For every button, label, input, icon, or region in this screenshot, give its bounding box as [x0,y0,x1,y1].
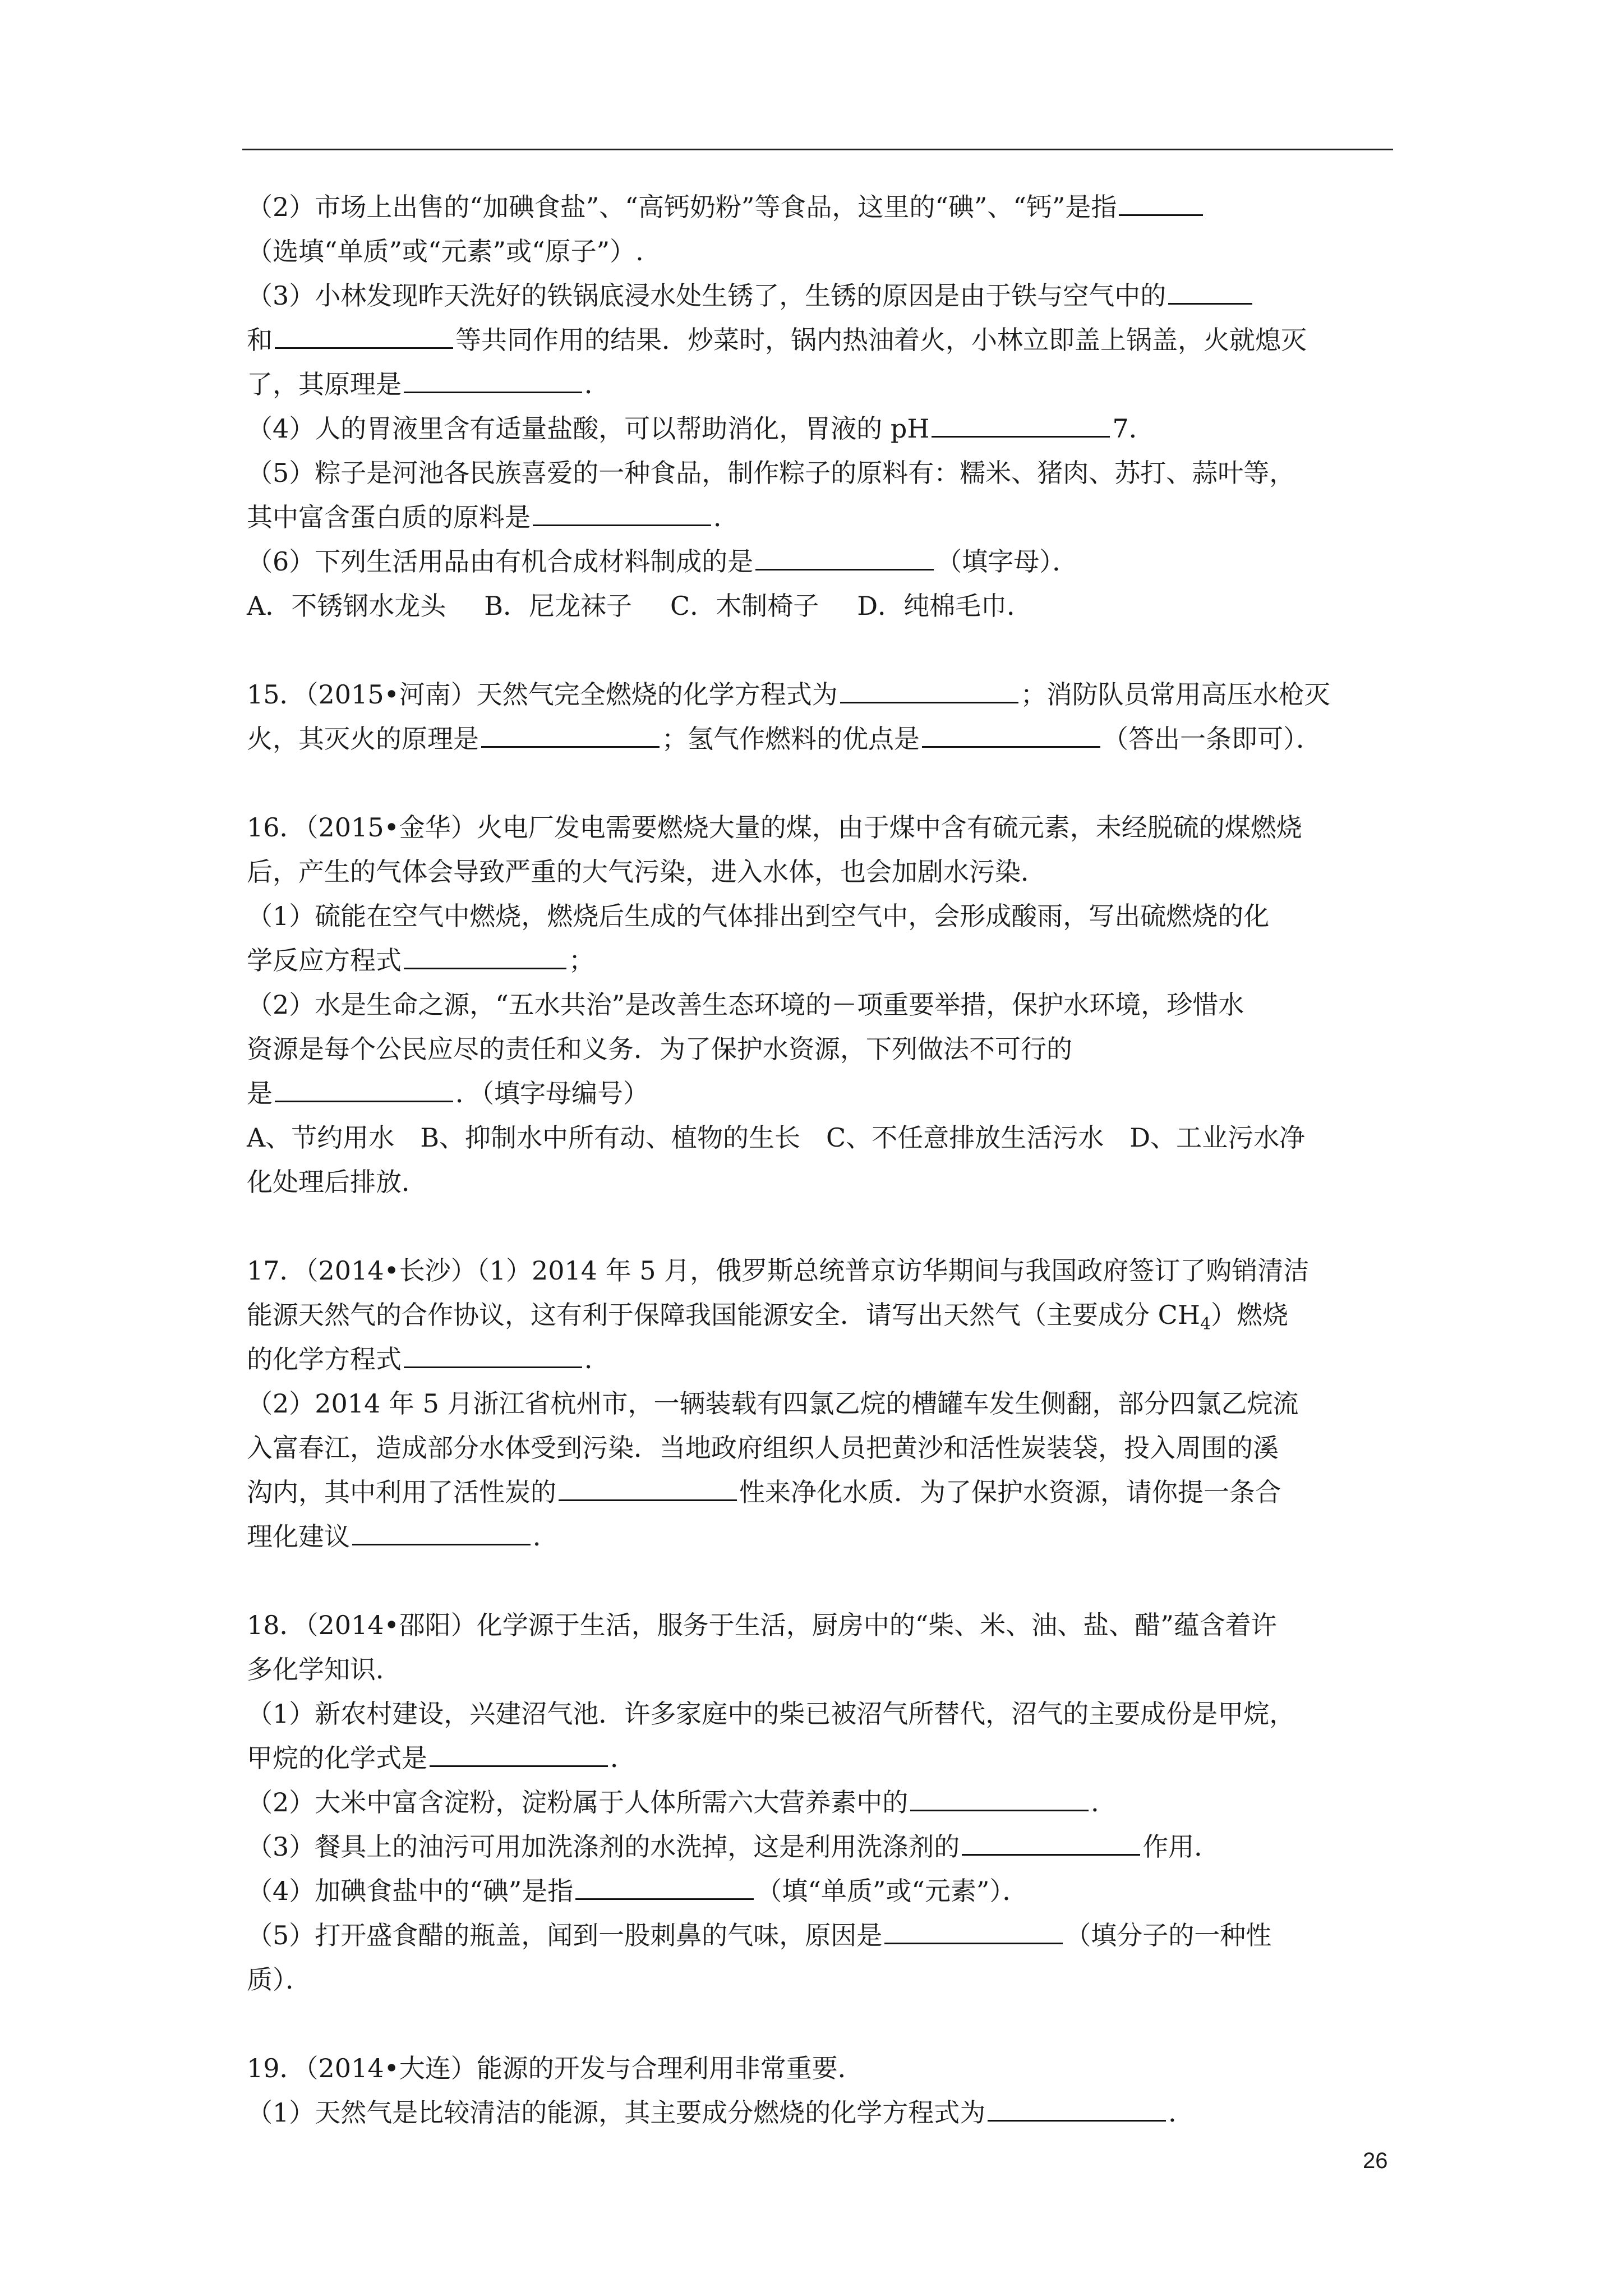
line-text: 理化建议 [247,1521,350,1552]
line-text: 16．（2015•金华）火电厂发电需要燃烧大量的煤，由于煤中含有硫元素，未经脱硫的煤燃烧 [247,812,1302,843]
answer-blank [533,502,711,526]
paragraph-gap [247,628,1396,673]
line-text-tail: ． [713,502,739,532]
text-line [247,717,1396,761]
text-line [247,938,1396,983]
line-text: 后，产生的气体会导致严重的大气污染，进入水体，也会加剧水污染． [247,857,1046,887]
line-text: （2）大米中富含淀粉，淀粉属于人体所需六大营养素中的 [247,1787,909,1818]
text-line [247,318,1396,362]
line-text: （2）市场上出售的“加碘食盐”、“高钙奶粉”等食品，这里的“碘”、“钙”是指 [247,192,1117,222]
text-line [247,1958,1396,2002]
line-text: （5）粽子是河池各民族喜爱的一种食品，制作粽子的原料有：糯米、猪肉、苏打、蒜叶等， [247,458,1295,488]
text-line [247,673,1396,717]
line-text: 其中富含蛋白质的原料是 [247,502,531,532]
text-line [247,407,1396,451]
answer-blank [755,546,934,570]
line-text-tail: 等共同作用的结果．炒菜时，锅内热油着火，小林立即盖上锅盖，火就熄灭 [455,325,1307,355]
line-text: 了，其原理是 [247,369,402,399]
text-line [247,850,1396,894]
text-line [247,1160,1396,1204]
text-line [247,1515,1396,1559]
answer-blank [352,1521,531,1545]
text-line [247,1382,1396,1426]
line-text: 资源是每个公民应尽的责任和义务．为了保护水资源，下列做法不可行的 [247,1034,1072,1064]
subscript: 4 [1200,1314,1211,1335]
line-text: 质）． [247,1964,311,1995]
answer-blank [922,724,1100,748]
answer-blank [1119,192,1203,216]
line-text: （4）人的胃液里含有适量盐酸，可以帮助消化，胃液的 pH [247,413,930,444]
line-text: 能源天然气的合作协议，这有利于保障我国能源安全．请写出天然气（主要成分 CH [247,1300,1200,1330]
answer-blank [840,679,1018,703]
text-line [247,584,1396,628]
line-text: （1）新农村建设，兴建沼气池．许多家庭中的柴已被沼气所替代，沼气的主要成份是甲烷， [247,1699,1295,1729]
text-line [247,1736,1396,1780]
text-line [247,2046,1396,2091]
text-line [247,806,1396,850]
answer-blank [575,1876,754,1900]
line-text-tail: （答出一条即可）． [1103,724,1322,754]
line-text-tail: ． [584,1344,610,1374]
paragraph-gap [247,1204,1396,1249]
line-text: 的化学方程式 [247,1344,402,1374]
line-text: 火，其灭火的原理是 [247,724,479,754]
text-line [247,185,1396,229]
text-line [247,274,1396,318]
line-text: 化处理后排放． [247,1167,427,1197]
line-text-tail: ；氢气作燃料的优点是 [662,724,920,754]
text-line [247,495,1396,540]
text-line [247,1603,1396,1648]
line-text: 学反应方程式 [247,945,402,976]
paragraph-gap [247,1559,1396,1603]
line-text: 17．（2014•长沙）（1）2014 年 5 月，俄罗斯总统普京访华期间与我国政府签订了购销清洁 [247,1255,1310,1286]
text-line [247,1249,1396,1293]
line-text: （5）打开盛食醋的瓶盖，闻到一股刺鼻的气味，原因是 [247,1920,883,1950]
answer-blank [430,1743,608,1767]
answer-blank [932,413,1110,438]
line-text: 多化学知识． [247,1654,402,1685]
line-text: 18．（2014•邵阳）化学源于生活，服务于生活，厨房中的“柴、米、油、盐、醋”蕴含着许 [247,1610,1277,1640]
text-line [247,1027,1396,1071]
choice-option: C．木制椅子 [670,591,819,621]
line-text: 入富春江，造成部分水体受到污染．当地政府组织人员把黄沙和活性炭装袋，投入周围的溪 [247,1433,1279,1463]
choice-option: B．尼龙袜子 [484,591,633,621]
line-text: （4）加碘食盐中的“碘”是指 [247,1876,574,1906]
answer-blank [481,724,660,748]
answer-blank [962,1832,1140,1856]
line-text: 19．（2014•大连）能源的开发与合理利用非常重要． [247,2053,864,2083]
header-rule [242,149,1393,150]
text-line [247,1869,1396,1913]
line-text-tail: （填分子的一种性 [1065,1920,1272,1950]
answer-blank [275,325,453,349]
answer-blank [404,945,566,969]
page-content [247,185,1396,2135]
text-line [247,1337,1396,1382]
answer-blank [1168,280,1252,305]
line-text: 是 [247,1078,273,1108]
line-text-tail: 7． [1112,413,1155,444]
line-text: 15．（2015•河南）天然气完全燃烧的化学方程式为 [247,679,838,710]
text-line [247,1071,1396,1116]
answer-blank [884,1920,1063,1944]
line-text: （2）水是生命之源，“五水共治”是改善生态环境的－项重要举措，保护水环境，珍惜水 [247,990,1244,1020]
answer-blank [404,369,582,393]
text-line [247,2091,1396,2135]
answer-blank [559,1477,737,1501]
text-line [247,894,1396,938]
text-line [247,1648,1396,1692]
line-text-tail: ． [610,1743,636,1773]
line-text-tail: ；消防队员常用高压水枪灭 [1020,679,1330,710]
line-text: （3）餐具上的油污可用加洗涤剂的水洗掉，这是利用洗涤剂的 [247,1832,960,1862]
text-line [247,1293,1396,1337]
line-text-tail: 性来净化水质．为了保护水资源，请你提一条合 [739,1477,1281,1507]
line-text-tail: ． [1091,1787,1117,1818]
text-line [247,1780,1396,1825]
text-line [247,1116,1396,1160]
line-text-tail: 作用． [1142,1832,1220,1862]
text-line [247,1692,1396,1736]
line-text-tail: ）燃烧 [1211,1300,1289,1330]
answer-blank [988,2097,1166,2122]
choice-option: D．纯棉毛巾． [857,591,1033,621]
line-text: （1）天然气是比较清洁的能源，其主要成分燃烧的化学方程式为 [247,2097,986,2128]
line-text-tail: （填“单质”或“元素”）． [756,1876,1029,1906]
choice-option: A．不锈钢水龙头 [247,591,446,621]
answer-blank [275,1078,453,1102]
line-text: （2）2014 年 5 月浙江省杭州市，一辆装载有四氯乙烷的槽罐车发生侧翻，部分四氯乙烷流 [247,1388,1299,1419]
line-text: 甲烷的化学式是 [247,1743,427,1773]
text-line [247,1470,1396,1515]
line-text-tail: ； [569,945,594,976]
line-text-tail: ．（填字母编号） [455,1078,649,1108]
line-text: 和 [247,325,273,355]
paragraph-gap [247,761,1396,806]
page-number: 26 [1363,2148,1388,2173]
line-text: （6）下列生活用品由有机合成材料制成的是 [247,546,754,577]
text-line [247,983,1396,1027]
text-line [247,1913,1396,1958]
line-text-tail: ． [584,369,610,399]
answer-blank [910,1787,1089,1811]
line-text-tail: （填字母）． [936,546,1078,577]
line-text: （1）硫能在空气中燃烧，燃烧后生成的气体排出到空气中，会形成酸雨，写出硫燃烧的化 [247,901,1270,931]
line-text-tail: ． [1168,2097,1195,2128]
text-line [247,229,1396,274]
line-text-tail: ． [533,1521,559,1552]
text-line [247,1825,1396,1869]
line-text: A、节约用水 B、抑制水中所有动、植物的生长 C、不任意排放生活污水 D、工业污水净 [247,1122,1306,1153]
line-text: （选填“单质”或“元素”或“原子”）. [247,236,644,266]
text-line [247,540,1396,584]
paragraph-gap [247,2002,1396,2046]
line-text: （3）小林发现昨天洗好的铁锅底浸水处生锈了，生锈的原因是由于铁与空气中的 [247,280,1166,311]
text-line [247,362,1396,407]
text-line [247,1426,1396,1470]
answer-blank [404,1344,582,1368]
line-text: 沟内，其中利用了活性炭的 [247,1477,556,1507]
text-line [247,451,1396,495]
